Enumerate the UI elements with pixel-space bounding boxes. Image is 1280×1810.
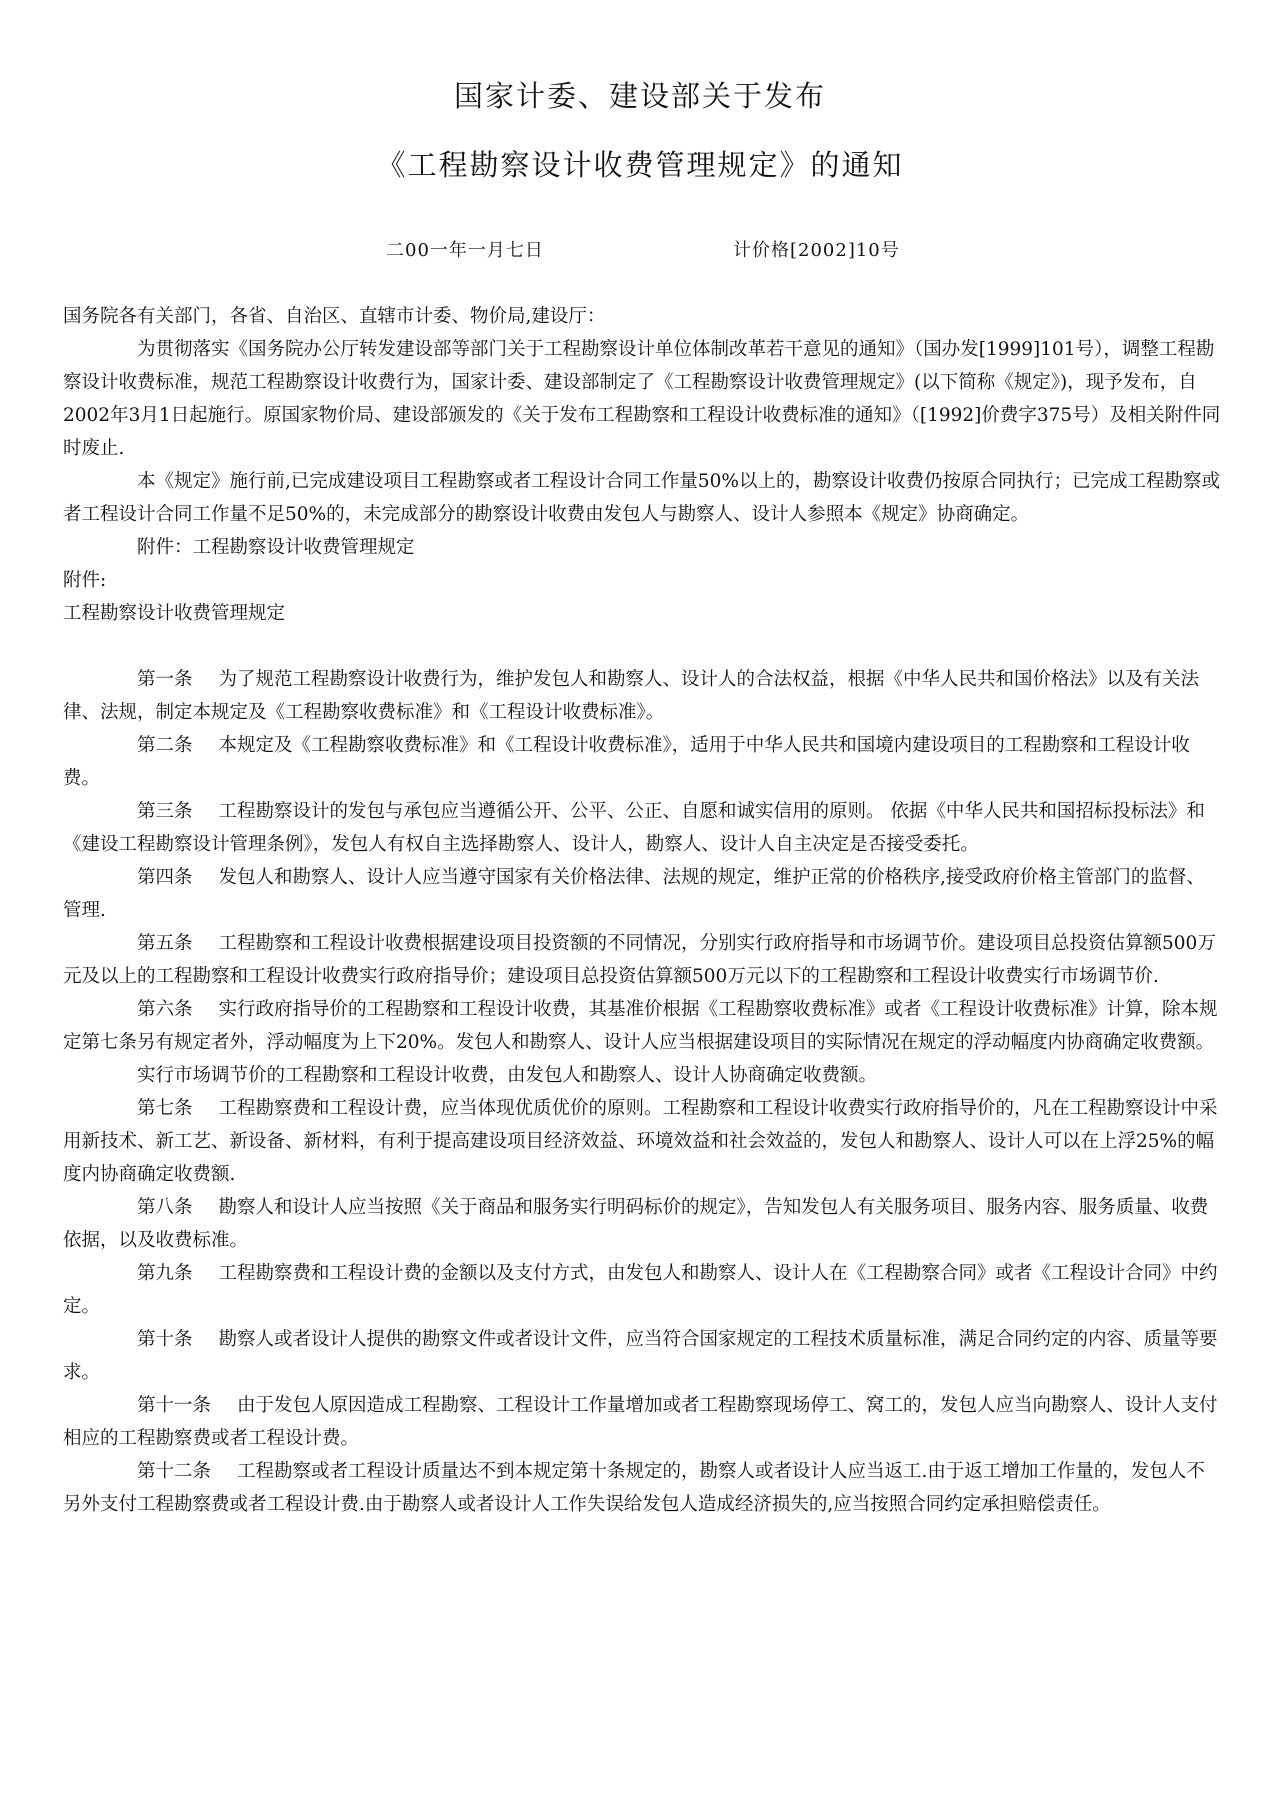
article-12-text: 工程勘察或者工程设计质量达不到本规定第十条规定的，勘察人或者设计人应当返工.由于返工增加工作量的，发包人不另外支付工程勘察费或者工程设计费.由于勘察人或者设计人工作失误给发包人造成经济损失的,应当按照合同约定承担赔偿责任。 xyxy=(63,1461,1205,1515)
article-1-label: 第一条 xyxy=(137,669,193,690)
document-body xyxy=(63,300,1223,1521)
article-5-label: 第五条 xyxy=(137,933,193,954)
article-11-text: 由于发包人原因造成工程勘察、工程设计工作量增加或者工程勘察现场停工、窝工的，发包人应当向勘察人、设计人支付相应的工程勘察费或者工程设计费。 xyxy=(63,1395,1218,1449)
article-2-text: 本规定及《工程勘察收费标准》和《工程设计收费标准》，适用于中华人民共和国境内建设项目的工程勘察和工程设计收费。 xyxy=(63,735,1190,789)
article-8-text: 勘察人和设计人应当按照《关于商品和服务实行明码标价的规定》，告知发包人有关服务项目、服务内容、服务质量、收费依据，以及收费标准。 xyxy=(63,1197,1209,1251)
attachment-note: 附件：工程勘察设计收费管理规定 xyxy=(137,537,415,558)
addressee: 国务院各有关部门，各省、自治区、直辖市计委、物价局,建设厅： xyxy=(63,306,606,327)
article-10-label: 第十条 xyxy=(137,1329,193,1350)
attachment-label: 附件: xyxy=(63,570,107,591)
article-3 xyxy=(63,795,1223,861)
article-7 xyxy=(63,1092,1223,1191)
article-4-label: 第四条 xyxy=(137,867,193,888)
article-6-continued xyxy=(63,1059,1223,1092)
document-number: 计价格[2002]10号 xyxy=(733,240,900,261)
article-3-text: 工程勘察设计的发包与承包应当遵循公开、公平、公正、自愿和诚实信用的原则。 依据《中华人民共和国招标投标法》和《建设工程勘察设计管理条例》，发包人有权自主选择勘察人、设计人，勘察人、设计人自主决定是否接受委托。 xyxy=(63,801,1205,855)
article-5 xyxy=(63,927,1223,993)
article-4-text: 发包人和勘察人、设计人应当遵守国家有关价格法律、法规的规定，维护正常的价格秩序,接受政府价格主管部门的监督、管理. xyxy=(63,867,1205,921)
document-title-line-1: 国家计委、建设部关于发布 xyxy=(453,79,826,113)
notice-paragraph-1: 为贯彻落实《国务院办公厅转发建设部等部门关于工程勘察设计单位体制改革若干意见的通知》（国办发[1999]101号），调整工程勘察设计收费标准，规范工程勘察设计收费行为，国家计委、建设部制定了《工程勘察设计收费管理规定》(以下简称《规定》)，现予发布，自2002年3月1日起施行。原国家物价局、建设部颁发的《关于发布工程勘察和工程设计收费标准的通知》（[1992]价费字375号）及相关附件同时废止. xyxy=(63,339,1221,459)
article-6 xyxy=(63,993,1223,1059)
article-1-text: 为了规范工程勘察设计收费行为，维护发包人和勘察人、设计人的合法权益，根据《中华人民共和国价格法》以及有关法律、法规，制定本规定及《工程勘察收费标准》和《工程设计收费标准》。 xyxy=(63,669,1200,723)
article-4 xyxy=(63,861,1223,927)
article-6-text: 实行政府指导价的工程勘察和工程设计收费，其基准价根据《工程勘察收费标准》或者《工程设计收费标准》计算，除本规定第七条另有规定者外，浮动幅度为上下20%。发包人和勘察人、设计人应当根据建设项目的实际情况在规定的浮动幅度内协商确定收费额。 xyxy=(63,999,1218,1053)
article-11-label: 第十一条 xyxy=(137,1395,212,1416)
article-10-text: 勘察人或者设计人提供的勘察文件或者设计文件，应当符合国家规定的工程技术质量标准，满足合同约定的内容、质量等要求。 xyxy=(63,1329,1218,1383)
article-6-label: 第六条 xyxy=(137,999,193,1020)
article-2-label: 第二条 xyxy=(137,735,193,756)
article-12-label: 第十二条 xyxy=(137,1461,212,1482)
article-12 xyxy=(63,1455,1223,1521)
document-title-line-2: 《工程勘察设计收费管理规定》的通知 xyxy=(376,148,904,182)
document-date: 二00一年一月七日 xyxy=(386,240,544,261)
article-1 xyxy=(63,663,1223,729)
article-10 xyxy=(63,1323,1223,1389)
article-8 xyxy=(63,1191,1223,1257)
article-8-label: 第八条 xyxy=(137,1197,193,1218)
article-9 xyxy=(63,1257,1223,1323)
article-2 xyxy=(63,729,1223,795)
article-11 xyxy=(63,1389,1223,1455)
section-spacer xyxy=(63,630,1223,663)
notice-paragraph-2: 本《规定》施行前,已完成建设项目工程勘察或者工程设计合同工作量50%以上的，勘察设计收费仍按原合同执行；已完成工程勘察或者工程设计合同工作量不足50%的，未完成部分的勘察设计收费由发包人与勘察人、设计人参照本《规定》协商确定。 xyxy=(63,471,1221,525)
article-5-text: 工程勘察和工程设计收费根据建设项目投资额的不同情况，分别实行政府指导和市场调节价。建设项目总投资估算额500万元及以上的工程勘察和工程设计收费实行政府指导价；建设项目总投资估算额500万元以下的工程勘察和工程设计收费实行市场调节价. xyxy=(63,933,1216,987)
article-9-text: 工程勘察费和工程设计费的金额以及支付方式，由发包人和勘察人、设计人在《工程勘察合同》或者《工程设计合同》中约定。 xyxy=(63,1263,1218,1317)
article-6-continued-text: 实行市场调节价的工程勘察和工程设计收费，由发包人和勘察人、设计人协商确定收费额。 xyxy=(137,1065,878,1086)
article-7-text: 工程勘察费和工程设计费，应当体现优质优价的原则。工程勘察和工程设计收费实行政府指导价的，凡在工程勘察设计中采用新技术、新工艺、新设备、新材料，有利于提高建设项目经济效益、环境效益和社会效益的，发包人和勘察人、设计人可以在上浮25%的幅度内协商确定收费额. xyxy=(63,1098,1218,1185)
attachment-title: 工程勘察设计收费管理规定 xyxy=(63,603,286,624)
article-9-label: 第九条 xyxy=(137,1263,193,1284)
article-3-label: 第三条 xyxy=(137,801,193,822)
article-7-label: 第七条 xyxy=(137,1098,193,1119)
